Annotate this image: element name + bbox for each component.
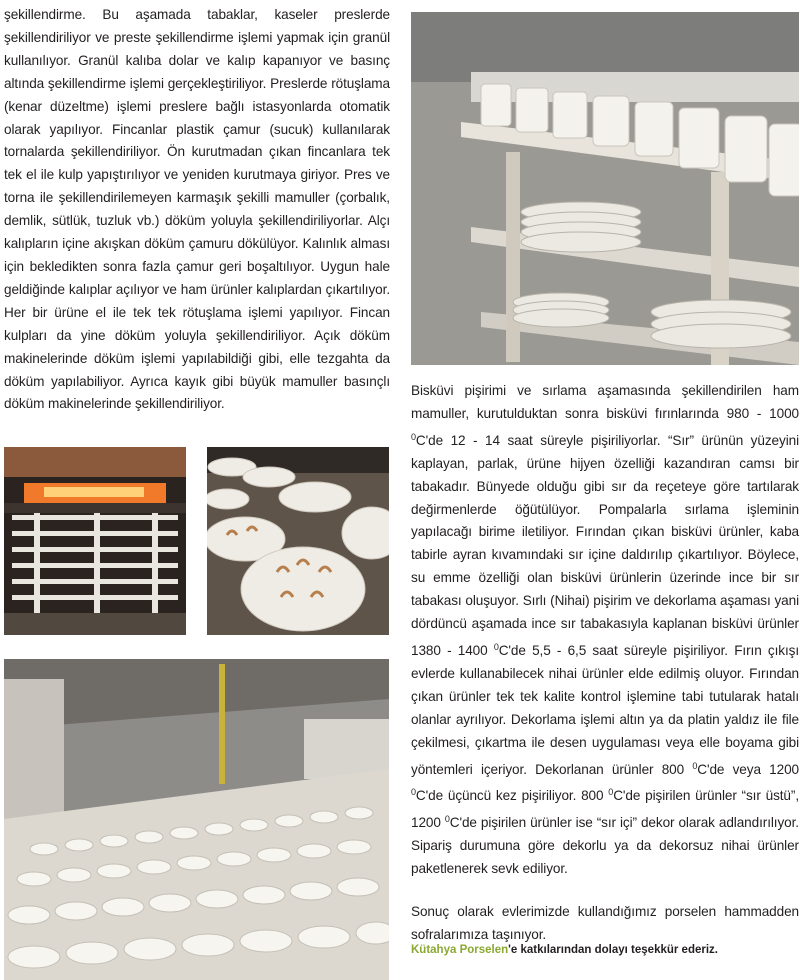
degree-superscript: 0 bbox=[692, 760, 698, 771]
text-run: C'de pişirilen ürünler ise “sır içi” dekor olarak adlandırılıyor. Sipariş durumuna göre dekorlu ya da dekorsuz nihai ürünler paketlenerek sevk ediliyor. bbox=[411, 815, 799, 877]
factory-floor-illustration bbox=[4, 659, 389, 980]
text-run: Bisküvi pişirimi ve sırlama aşamasında şekillendirilen ham mamuller, kurutulduktan sonra bisküvi fırınlarında 980 - 1000 bbox=[411, 383, 799, 421]
degree-superscript: 0 bbox=[493, 641, 499, 652]
right-paragraph-1 bbox=[411, 380, 799, 881]
right-column-text bbox=[411, 380, 799, 947]
photo-kiln-oven bbox=[4, 447, 186, 635]
porcelain-shelves-illustration bbox=[411, 12, 799, 365]
degree-superscript: 0 bbox=[608, 787, 614, 798]
acknowledgement-line bbox=[411, 944, 718, 956]
text-run: C'de veya 1200 bbox=[697, 761, 799, 777]
text-run: C'de 5,5 - 6,5 saat süreyle pişiriliyor. Fırın çıkışı evlerde kullanabilecek nihai ürünler elde edilmiş oluyor. Fırından çıkan ürünler tek tek kalite kontrol işlemine tabi tutularak hatalı olanlar ayrılıyor. Dekorlama işlemi altın ya da platin yaldız ile file çekilmesi, çıkartma ile desen uygulaması veya elle boyama gibi yöntemleri içeriyor. Dekorlanan ürünler 800 bbox=[411, 642, 800, 777]
plaster-molds-illustration bbox=[207, 447, 389, 635]
text-run: C'de üçüncü kez pişiriliyor. 800 bbox=[415, 788, 609, 804]
degree-superscript: 0 bbox=[444, 814, 450, 825]
photo-porcelain-shelves bbox=[411, 12, 799, 365]
degree-superscript: 0 bbox=[411, 431, 416, 442]
photo-plaster-molds bbox=[207, 447, 389, 635]
kiln-illustration bbox=[4, 447, 186, 635]
left-column-text bbox=[4, 4, 390, 416]
left-paragraph: şekillendirme. Bu aşamada tabaklar, kaseler preslerde şekillendiriliyor ve preste şekillendirme işlemi yapmak için granül kullanılıyor. Granül kalıba dolar ve kalıp kapanıyor ve basınç altında şekillendirme işlemi gerçekleştiriliyor. Preslerde rötuşlama (kenar düzeltme) işlemi preslere bağlı istasyonlarda otomatik olarak yapılıyor. Fincanlar plastik çamur (sucuk) kullanılarak tornalarda şekillendiriliyor. Ön kurutmadan çıkan fincanlara tek tek el ile kulp yapıştırılıyor ve yeniden kurutmaya giriyor. Pres ve torna ile şekillendirilemeyen karmaşık şekilli mamuller (çorbalık, demlik, sütlük, tuzluk vb.) döküm yoluyla şekillendiriliyorlar. Alçı kalıpların içine akışkan döküm çamuru dökülüyor. Kalınlık alması için bekledikten sonra fazla çamur geri boşaltılıyor. Uygun hale geldiğinde kalıplar açılıyor ve ham ürünler kalıplardan çıkartılıyor. Her bir ürüne el ile tek tek rötuşlama işlemi yapılıyor. Fincan kulpları da yine döküm yoluyla şekillendiriliyor. Açık döküm makinelerinde döküm işlemi yapılabildiği gibi, elle tezgahta da döküm yapılabiliyor. Ayrıca kayık gibi büyük mamuller basınçlı döküm makinelerinde şekillendiriliyor. bbox=[4, 7, 390, 412]
text-run: C'de 12 - 14 saat süreyle pişiriliyorlar. “Sır” ürünün yüzeyini kaplayan, parlak, ürüne hijyen özelliği kazandıran camsı bir tabakadır. Bünyede olduğu gibi sır da reçeteye göre tartılarak değirmenlerde öğütülüyor. Pompalarla sırlama işleminin yapılacağı birime iletiliyor. Fırından çıkan bisküvi ürünler, kaba tabirle ayran kıvamındaki sır içine daldırılıp çıkartılıyor. Böylece, su emme özelliği olan bisküvi ürünlerin üzerinde ince bir sır tabakası oluşuyor. Sırlı (Nihai) pişirim ve dekorlama aşaması yani dördüncü aşamada ince sır tabakasıyla kaplanan bisküvi ürünler 1380 - 1400 bbox=[411, 432, 799, 658]
brand-name: Kütahya Porselen bbox=[411, 944, 509, 956]
photo-factory-floor bbox=[4, 659, 389, 980]
text-run: C'de pişirilen ürünler “sır üstü”, 1200 bbox=[411, 788, 800, 831]
right-paragraph-2: Sonuç olarak evlerimizde kullandığımız porselen hammadden sofralarımıza taşınıyor. bbox=[411, 904, 799, 942]
acknowledgement-text: 'e katkılarından dolayı teşekkür ederiz. bbox=[508, 944, 718, 956]
degree-superscript: 0 bbox=[411, 787, 416, 798]
